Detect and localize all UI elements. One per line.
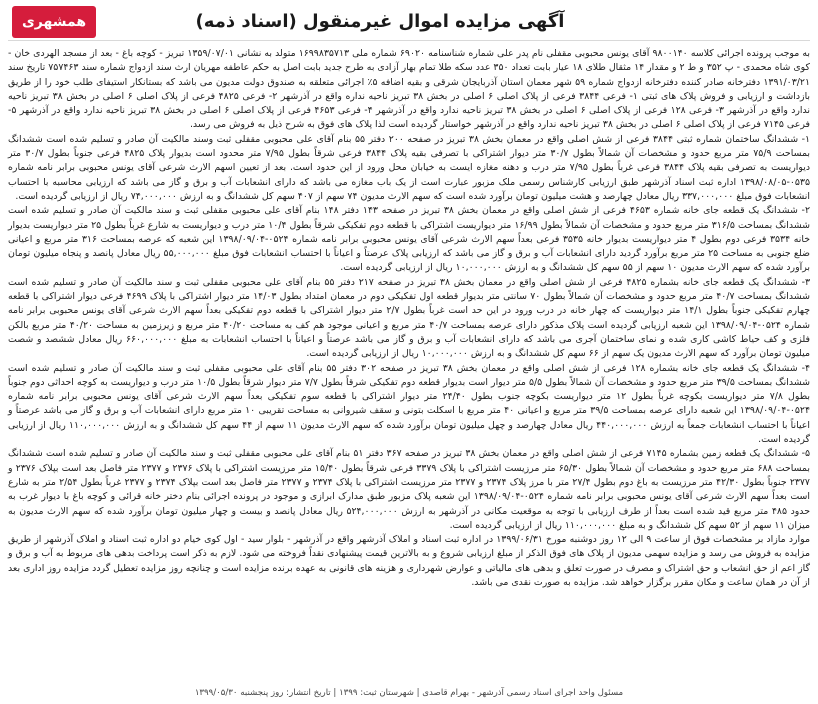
item-paragraph-2: ۲- ششدانگ یک قطعه جای خانه شماره ۴۶۵۳ فرعی از شش اصلی واقع در معمان بخش ۳۸ تبریز در صفحه ۱۴۳ دفتر ۱۴۸ بنام آقای علی محبوبی مقفلی ثبت و سند مالکیت آن صادر و تسلیم شده است ششدانگ بمساحت ۳۱۶/۵ متر مربع حدود و مشخصات آن شمالاً بطول ۱۶/۹۹ متر دیواریست اشتراکی با قطعه دوم تفکیکی شرقاً بطول ۱۰/۴ متر درب و دیواریست به شارع غرباً بطول ۲۵ متر دیواریست بدیوار خانه ۳۵۳۴ فرعی دوم بطول ۴ متر دیواریست بدیوار خانه ۳۵۳۵ فرعی بعداً سهم الارث شرعی آقای یونس محبوبی برابر نامه شماره ۰۵۲۴-۱۳۹۸/۰۹/۰۴ این شعبه که عرصه بمساحت ۳۱۶ متر مربع و اعیانی ضلع جنوبی به مساحت ۲۵ متر مربع برآورد گردید دارای انشعابات آب و برق و گاز می باشد که ارزیابی پلاک عرصتاً و اعیاناً با احتساب انشعابات فوق مبلغ ۵۵,۰۰۰,۰۰۰ ریال معادل پانصد و پنجاه میلیون تومان برآورد شده که سهم الارث مدیون ۱۰ سهم از ۵۵ سهم کل ششدانگ و به ارزش ۱۰,۰۰۰,۰۰۰ ریال از ارزیابی گردیده است. (8, 205, 810, 274)
logo-text: همشهری (21, 14, 87, 30)
intro-paragraph: به موجب پرونده اجرائی کلاسه ۹۸۰۰۱۴۰ آقای یونس محبوبی مقفلی نام پدر علی شماره شناسنامه ۶۹۰۲۰ شماره ملی ۱۶۹۹۸۳۵۷۱۳ متولد به نشانی ۱۳۵۹/۰۷/۰۱ تبریز - کوچه باغ - بعد از مسجد الهردی خان - کوی شاه محمدی - پ ۳۵۲ و ط ۲ و مقدار ۱۴ مثقال طلای ۱۸ عیار بابت تعداد ۳۵۰ عدد سکه طلا تمام بهار آزادی به طرح جدید بابت اصل به حکم عاطفه مهریان ارث سند ازدواج شماره سند ۷۵۷۴۶۳ تاریخ سند ۱۳۹۱/۰۳/۲۱ دفترخانه صادر کننده دفترخانه ازدواج شماره ۵۹ شهر معمان استان آذربایجان شرقی و بقیه اضافه ۵٪ اجرائی متعلقه به صندوق دولت مدیون می باشد که بستانکار استیفای طلب خود را از طریق بازداشت و ارزیابی و فروش پلاک های ثبتی ۱- فرعی ۳۸۴۴ فرعی از پلاک اصلی ۶ اصلی در بخش ۳۸ تبریز ناحیه نداره واقع در آذرشهر ۲- فرعی ۴۸۲۵ فرعی از پلاک اصلی ۶ اصلی در بخش ۳۸ تبریز ناحیه ندارد واقع در آذرشهر ۳- فرعی ۱۲۸ فرعی از پلاک اصلی ۶ اصلی در بخش ۳۸ تبریز ناحیه ندارد واقع در آذرشهر ۴- فرعی ۴۶۵۳ فرعی از پلاک اصلی ۶ اصلی در بخش ۳۸ تبریز ناحیه ندارد واقع در آذرشهر ۵- فرعی ۷۱۴۵ فرعی از پلاک اصلی ۶ اصلی در بخش ۳۸ تبریز ناحیه ندارد واقع در آذرشهر خواستار گردیده است لذا پلاک های فوق به شرح ذیل به فروش می رسد. (8, 48, 811, 131)
ad-header (8, 6, 810, 41)
closing-paragraph: موارد مازاد بر مشخصات فوق از ساعت ۹ الی ۱۲ روز دوشنبه مورخ ۱۳۹۹/۰۶/۳۱ در اداره ثبت اسناد و املاک آذرشهر واقع در آذرشهر - بلوار سید - اول کوی خیام دو اداره ثبت اسناد و املاک آذرشهر از طریق مزایده به فروش می رسد و مزایده سهمی مدیون از پلاک های فوق الذکر از مبلغ ارزیابی شروع و به بالاترین قیمت پیشنهادی نقداً فروخته می شود. لازم به ذکر است پرداخت بدهی های مربوط به آب و برق و گاز اعم از حق انشعاب و حق اشتراک و مصرف در صورت تعلق و بدهی های مالیاتی و عوارض شهرداری و هزینه های قانونی به عهده برنده مزایده است و چنانچه روز مزایده تعطیل گردد مزایده روز اداری بعد از آن در همان ساعت و مکان مقرر برگزار خواهد شد. مزایده به صورت نقدی می باشد. (8, 534, 810, 588)
item-paragraph-1: ۱- ششدانگ ساختمان شماره ثبتی ۳۸۴۴ فرعی از شش اصلی واقع در معمان بخش ۳۸ تبریز در صفحه ۲۰۰ دفتر ۵۵ بنام آقای علی محبوبی مقفلی ثبت وسند مالکیت آن صادر و تسلیم شده است ششدانگ بمساحت ۷۵/۹ متر مربع حدود و مشخصات آن شمالاً بطول ۳۰/۷ متر دیوار اشتراکی با تصرفی بقیه پلاک ۳۸۴۴ فرعی شرقاً بطول ۷/۹۵ متر محدود است بدیوار پلاک ۴۸۲۵ فرعی جنوباً بطول ۳۰/۷ متر دیواریست به تصرفی بقیه پلاک ۳۸۴۴ فرعی غرباً بطول ۷/۹۵ متر درب و دهنه مغازه ایست به خیابان محل ورود از این حدود است. بعد از تعیین اسهم الارث شرعی آقای یونس محبوبی برابر نامه شماره ۰۵۳۵-۱۳۹۸/۰۸/۰۵ اداره ثبت اسناد آذرشهر طبق ارزیابی کارشناس رسمی ملک مزبور عبارت است از یک باب مغازه می باشد که دارای انشعابات آب و برق و گاز می باشد که ارزیابی محاسبه با احتساب انشعابات فوق مبلغ ۳۳۷,۰۰۰,۰۰۰ ریال معادل چهارصد و هشت میلیون تومان برآورد شده است که سهم الارث مدیون ۷۴ سهم از ۴۰۷ سهم کل ششدانگ و به ارزش ۷۴,۰۰۰,۰۰۰ ریال از ارزیابی گردیده است. (8, 133, 811, 202)
ad-body (8, 47, 810, 590)
item-paragraph-3: ۳- ششدانگ یک قطعه جای خانه بشماره ۴۸۲۵ فرعی از شش اصلی واقع در معمان بخش ۳۸ تبریز در صفحه ۲۱۷ دفتر ۵۵ بنام آقای علی محبوبی مقفلی ثبت و سند مالکیت آن صادر و تسلیم شده است ششدانگ بمساحت ۴۰/۷ متر مربع حدود و مشخصات آن شمالاً بطول ۷۰ سانتی متر بدیوار قطعه اول تفکیکی دوم در معمان امتداد بطول ۱۴/۰۳ متر دیوار اشتراکی با پلاک ۴۶۹۹ فرعی دیوار اشتراکی با قطعه چهارم تفکیکی جنوباً بطول ۱۴/۱ متر دیواریست که چهار خانه در درب ورود در این حد است غرباً بطول ۲/۷ متر دیوار اشتراکی با قطعه دوم تفکیکی بعداً سهم الارث شرعی آقای یونس محبوبی برابر نامه شماره ۰۵۲۴-۱۳۹۸/۰۹/۰۴ این شعبه ارزیابی گردیده است پلاک مذکور دارای عرصه بمساحت ۴۰/۷ متر مربع و اعیانی موجود هم کف به مساحت ۴۰/۲۰ متر مربع و زیرزمین به مساحت ۴۰/۲۰ متر مربع بالکن فلزی و کف حیاط کاشی کاری شده و نمای ساختمان آجری می باشد که دارای انشعابات آب و برق و گاز می باشد عرصتاً و اعیاناً با احتساب انشعابات به مبلغ ۶۶۰,۰۰۰,۰۰۰ ریال معادل ششصد و شصت میلیون تومان برآورد که سهم الارث مدیون یک سهم از ۶۶ سهم کل ششدانگ و به ارزش ۱۰,۰۰۰,۰۰۰ ریال از ارزیابی گردیده است. (8, 276, 811, 360)
item-paragraph-4: ۴- ششدانگ یک قطعه جای خانه بشماره ۱۲۸ فرعی از شش اصلی واقع در معمان بخش ۳۸ تبریز در صفحه ۳۰۲ دفتر ۵۵ بنام آقای علی محبوبی مقفلی ثبت و سند مالکیت آن صادر و تسلیم شده است ششدانگ بمساحت ۳۹/۵ متر مربع حدود و مشخصات آن شمالاً بطول ۵/۵ متر دیوار است بدیوار قطعه دوم تفکیکی شرقاً بطول ۷/۷ متر دیوار شرقاً بطول ۱۰/۵ متر درب و دیواریست به کوچه احداثی دوم جنوباً بطول ۷/۸ متر دیواریست بکوچه غرباً بطول ۱۲ متر دیواریست بکوچه جنوب بطول ۲۴/۴۰ متر دیوار اشتراکی با قطعه سوم تفکیکی بعداً سهم الارث شرعی آقای یونس محبوبی برابر نامه شماره ۰۵۲۴-۱۳۹۸/۰۹/۰۴ این شعبه دارای عرصه بمساحت ۳۹/۵ متر مربع و اعیانی ۴۰ متر مربع با اسکلت بتونی و سقف شیروانی به مساحت تقریبی ۱۰ متر مربع دارای انشعابات آب و برق و گاز می باشد عرصتاً و اعیاناً با احتساب انشعابات جمعاً به ارزش ۴۴۰,۰۰۰,۰۰۰ ریال معادل چهارصد و چهل میلیون تومان برآورد شده که سهم الارث مدیون ۱۱ سهم از ۴۴ سهم کل ششدانگ و به ارزش ۱۱۰,۰۰۰,۰۰۰ ریال از ارزیابی گردیده است. (8, 362, 811, 446)
newspaper-logo (12, 6, 96, 38)
item-paragraph-5: ۵- ششدانگ یک قطعه زمین بشماره ۷۱۴۵ فرعی از شش اصلی واقع در معمان بخش ۳۸ تبریز در صفحه ۳۶۷ دفتر ۵۱ بنام آقای علی محبوبی مقفلی ثبت و سند مالکیت آن صادر و تسلیم شده است ششدانگ بمساحت ۶۸۸ متر مربع حدود و مشخصات آن شمالاً بطول ۶۵/۳۰ متر مرزیست اشتراکی با پلاک ۳۳۷۹ فرعی شرقاً بطول ۱۵/۴۰ متر مرزیست اشتراکی با پلاک ۲۳۷۶ و ۲۳۷۷ متر فاصل بعد است بپلاک ۲۳۷۶ و ۲۳۷۷ جنوباً بطول ۴۲/۳۰ متر مرزیست به باغ دوم بطول ۲۷/۴ متر با مرز پلاک ۲۳۷۴ و ۲۳۷۷ متر مرزیست اشتراکی با پلاک ۲۳۷۴ و ۲۳۷۷ متر فاصل بعد است بپلاک ۲۳۷۴ و ۲۳۷۷ غرباً بطول ۲/۵۴ متر به شارع است بعداً سهم الارث شرعی آقای یونس محبوبی برابر نامه شماره ۰۵۲۴-۱۳۹۸/۰۹/۰۴ این شعبه پلاک مزبور طبق مدارک ابرازی و موجود در پرونده اجرائی بنام دختر خانه قرائی و کوچه باغ با دیوار غرب به حدود ۴۸۵ متر مربع قید شده است بعداً از طرف ارزیابی با توجه به موقعیت مکانی در آذرشهر به ارزش ۵۲۴,۰۰۰,۰۰۰ ریال معادل پانصد و بیست و چهار میلیون تومان برآورد شده که سهم الارث مدیون به میزان ۱۱ سهم از ۵۲ سهم کل ششدانگ و به مبلغ ۱۱۰,۰۰۰,۰۰۰ ریال از ارزیابی گردیده است. (8, 448, 811, 531)
page-title: آگهی مزایده اموال غیرمنقول (اسناد ذمه) (195, 11, 565, 32)
ad-footer: مسئول واحد اجرای اسناد رسمی آذرشهر - بهرام قاصدی | شهرستان ثبت: ۱۳۹۹ | تاریخ انتشار: روز پنجشنبه ۱۳۹۹/۰۵/۳۰ (194, 688, 624, 698)
